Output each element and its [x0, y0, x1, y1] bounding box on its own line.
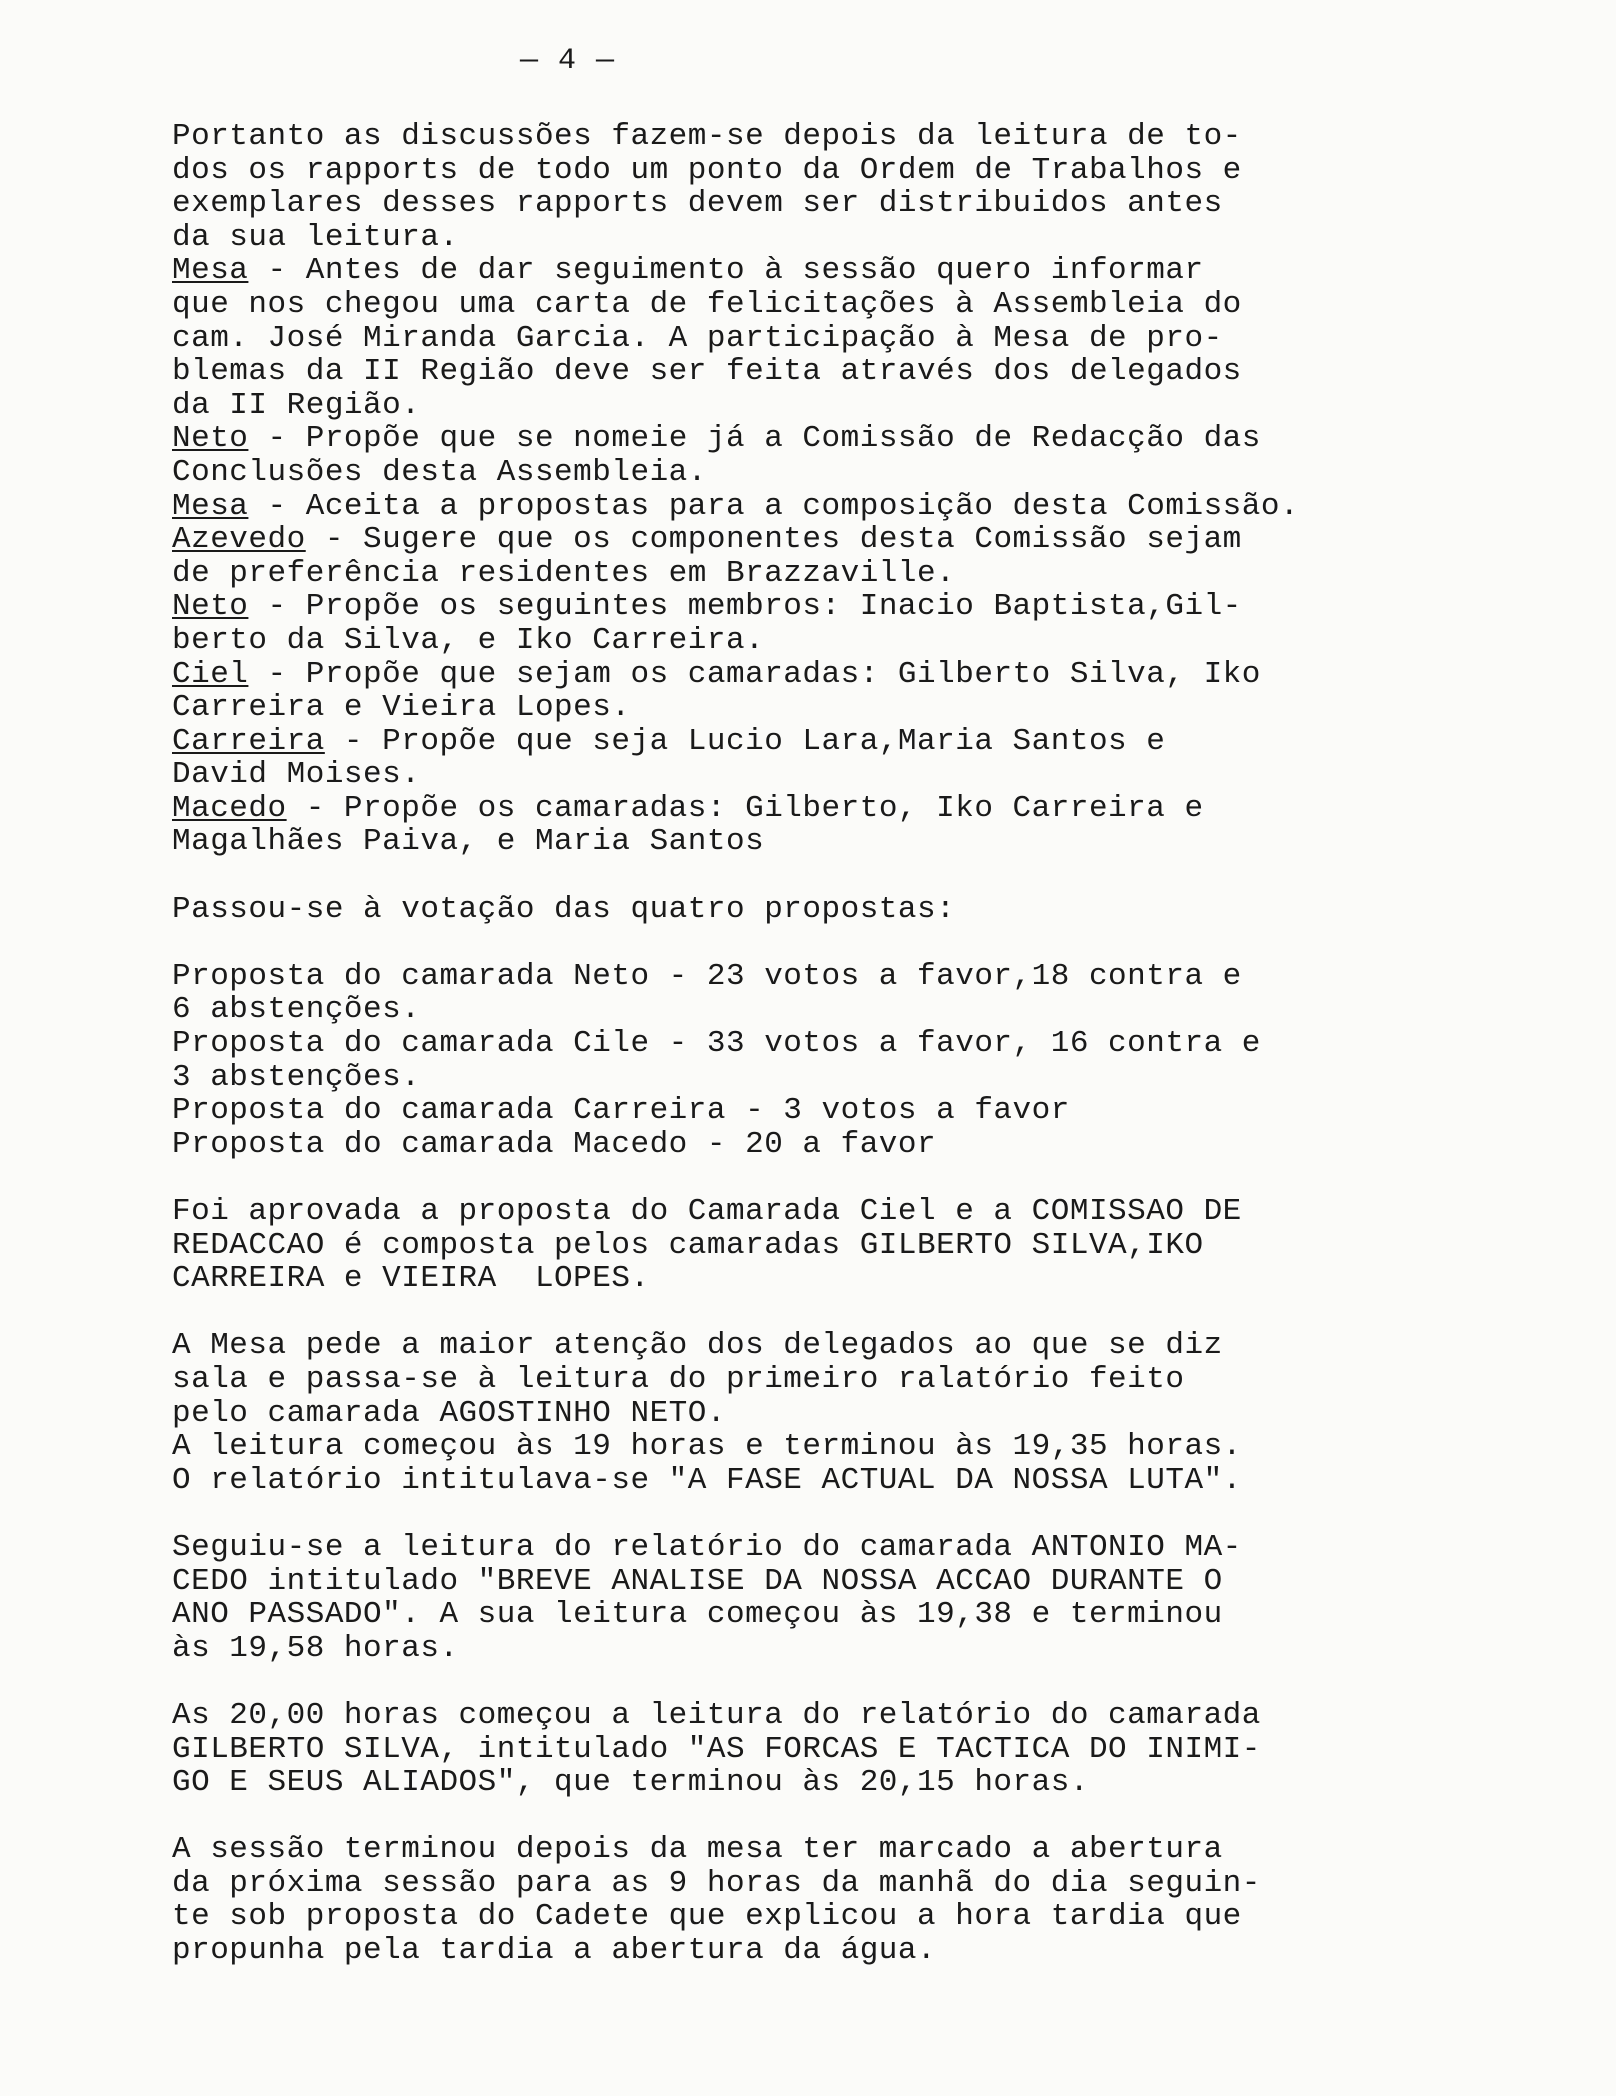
line-text: 6 abstenções.	[172, 992, 421, 1028]
line-text: - Propõe que sejam os camaradas: Gilberto Silva, Iko	[248, 656, 1261, 692]
text-line	[172, 658, 1352, 692]
line-text: GILBERTO SILVA, intitulado "AS FORCAS E TACTICA DO INIMI-	[172, 1731, 1261, 1767]
speaker-name: Neto	[172, 421, 249, 457]
text-line	[172, 1733, 1352, 1767]
text-line	[172, 691, 1352, 725]
line-text: A sessão terminou depois da mesa ter marcado a abertura	[172, 1832, 1223, 1868]
line-text: te sob proposta do Cadete que explicou a hora tardia que	[172, 1899, 1242, 1935]
line-text: - Sugere que os componentes desta Comissão sejam	[305, 522, 1242, 558]
text-line	[172, 1766, 1352, 1800]
text-line	[172, 1195, 1352, 1229]
line-text: exemplares desses rapports devem ser distribuidos antes	[172, 186, 1223, 222]
text-line	[172, 1363, 1352, 1397]
text-line	[172, 1094, 1352, 1128]
text-line	[172, 288, 1352, 322]
text-line	[172, 456, 1352, 490]
line-text: As 20,00 horas começou a leitura do relatório do camarada	[172, 1697, 1261, 1733]
paragraph-gap	[172, 1497, 1352, 1531]
line-text: - Propõe que seja Lucio Lara,Maria Santos e	[324, 723, 1166, 759]
line-text: ANO PASSADO". A sua leitura começou às 19,38 e terminou	[172, 1597, 1223, 1633]
text-line	[172, 1061, 1352, 1095]
text-line	[172, 893, 1352, 927]
text-line	[172, 422, 1352, 456]
line-text: - Antes de dar seguimento à sessão quero informar	[248, 253, 1204, 289]
line-text: berto da Silva, e Iko Carreira.	[172, 622, 765, 658]
line-text: David Moises.	[172, 757, 421, 793]
text-line	[172, 590, 1352, 624]
text-line	[172, 624, 1352, 658]
speaker-name: Macedo	[172, 790, 287, 826]
line-text: Proposta do camarada Carreira - 3 votos a favor	[172, 1093, 1070, 1129]
line-text: A Mesa pede a maior atenção dos delegados ao que se diz	[172, 1328, 1223, 1364]
document-body	[172, 120, 1352, 1968]
text-line	[172, 355, 1352, 389]
line-text: que nos chegou uma carta de felicitações à Assembleia do	[172, 286, 1242, 322]
text-line	[172, 187, 1352, 221]
line-text: pelo camarada AGOSTINHO NETO.	[172, 1395, 726, 1431]
text-line	[172, 1027, 1352, 1061]
text-line	[172, 1464, 1352, 1498]
speaker-name: Azevedo	[172, 522, 306, 558]
line-text: Magalhães Paiva, e Maria Santos	[172, 824, 765, 860]
line-text: às 19,58 horas.	[172, 1630, 459, 1666]
line-text: GO E SEUS ALIADOS", que terminou às 20,15 horas.	[172, 1765, 1089, 1801]
line-text: blemas da II Região deve ser feita através dos delegados	[172, 354, 1242, 390]
paragraph-gap	[172, 1161, 1352, 1195]
text-line	[172, 1833, 1352, 1867]
text-line	[172, 1632, 1352, 1666]
speaker-name: Mesa	[172, 253, 249, 289]
speaker-name: Mesa	[172, 488, 249, 524]
line-text: A leitura começou às 19 horas e terminou às 19,35 horas.	[172, 1429, 1242, 1465]
line-text: Proposta do camarada Cile - 33 votos a favor, 16 contra e	[172, 1026, 1261, 1062]
text-line	[172, 1329, 1352, 1363]
line-text: propunha pela tardia a abertura da água.	[172, 1933, 937, 1969]
line-text: de preferência residentes em Brazzaville.	[172, 555, 956, 591]
line-text: dos os rapports de todo um ponto da Ordem de Trabalhos e	[172, 152, 1242, 188]
text-line	[172, 1430, 1352, 1464]
text-line	[172, 389, 1352, 423]
text-line	[172, 792, 1352, 826]
text-line	[172, 1128, 1352, 1162]
text-line	[172, 960, 1352, 994]
line-text: 3 abstenções.	[172, 1059, 421, 1095]
text-line	[172, 322, 1352, 356]
line-text: - Aceita a propostas para a composição desta Comissão.	[248, 488, 1300, 524]
line-text: - Propõe os seguintes membros: Inacio Baptista,Gil-	[248, 589, 1242, 625]
text-line	[172, 1699, 1352, 1733]
line-text: Portanto as discussões fazem-se depois da leitura de to-	[172, 119, 1242, 154]
line-text: Proposta do camarada Neto - 23 votos a favor,18 contra e	[172, 958, 1242, 994]
line-text: sala e passa-se à leitura do primeiro ralatório feito	[172, 1361, 1185, 1397]
line-text: Foi aprovada a proposta do Camarada Ciel e a COMISSAO DE	[172, 1194, 1242, 1229]
speaker-name: Ciel	[172, 656, 249, 692]
text-line	[172, 725, 1352, 759]
line-text: Conclusões desta Assembleia.	[172, 454, 707, 490]
text-line	[172, 1565, 1352, 1599]
line-text: cam. José Miranda Garcia. A participação à Mesa de pro-	[172, 320, 1223, 356]
speaker-name: Neto	[172, 589, 249, 625]
text-line	[172, 1262, 1352, 1296]
paragraph-gap	[172, 926, 1352, 960]
text-line	[172, 825, 1352, 859]
text-line	[172, 993, 1352, 1027]
line-text: - Propõe que se nomeie já a Comissão de Redacção das	[248, 421, 1261, 457]
line-text: da II Região.	[172, 387, 421, 423]
line-text: Proposta do camarada Macedo - 20 a favor	[172, 1126, 937, 1162]
line-text: da próxima sessão para as 9 horas da manhã do dia seguin-	[172, 1865, 1261, 1901]
line-text: O relatório intitulava-se "A FASE ACTUAL DA NOSSA LUTA".	[172, 1462, 1242, 1498]
line-text: da sua leitura.	[172, 219, 459, 255]
paragraph-gap	[172, 859, 1352, 893]
text-line	[172, 557, 1352, 591]
text-line	[172, 523, 1352, 557]
line-text: REDACCAO é composta pelos camaradas GILBERTO SILVA,IKO	[172, 1227, 1204, 1263]
text-line	[172, 221, 1352, 255]
page-number: — 4 —	[520, 44, 616, 78]
text-line	[172, 120, 1352, 154]
line-text: Passou-se à votação das quatro propostas:	[172, 891, 956, 927]
text-line	[172, 1531, 1352, 1565]
paragraph-gap	[172, 1296, 1352, 1330]
text-line	[172, 1397, 1352, 1431]
text-line	[172, 1934, 1352, 1968]
paragraph-gap	[172, 1665, 1352, 1699]
paragraph-gap	[172, 1800, 1352, 1834]
text-line	[172, 490, 1352, 524]
line-text: - Propõe os camaradas: Gilberto, Iko Carreira e	[286, 790, 1204, 826]
text-line	[172, 1229, 1352, 1263]
text-line	[172, 758, 1352, 792]
line-text: CARREIRA e VIEIRA LOPES.	[172, 1261, 650, 1297]
text-line	[172, 154, 1352, 188]
speaker-name: Carreira	[172, 723, 325, 759]
text-line	[172, 1867, 1352, 1901]
text-line	[172, 1598, 1352, 1632]
text-line	[172, 1900, 1352, 1934]
line-text: CEDO intitulado "BREVE ANALISE DA NOSSA ACCAO DURANTE O	[172, 1563, 1223, 1599]
line-text: Seguiu-se a leitura do relatório do camarada ANTONIO MA-	[172, 1529, 1242, 1565]
line-text: Carreira e Vieira Lopes.	[172, 690, 631, 726]
text-line	[172, 254, 1352, 288]
